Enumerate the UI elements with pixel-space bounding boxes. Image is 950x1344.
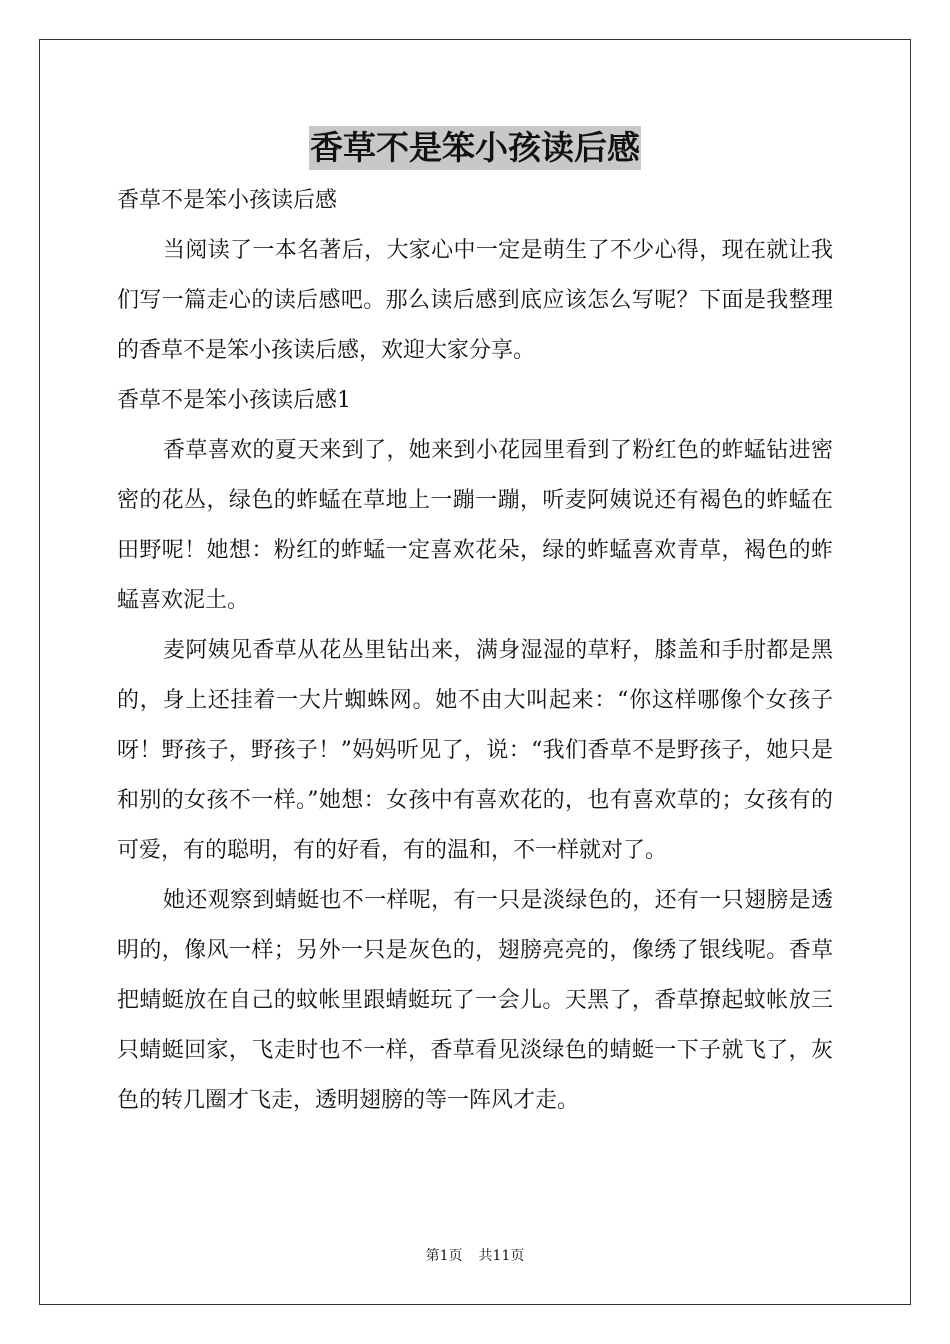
page-number-current: 第1页 <box>425 1248 463 1264</box>
body-paragraph-1: 香草喜欢的夏天来到了，她来到小花园里看到了粉红色的蚱蜢钻进密密的花丛，绿色的蚱蜢在草地上一蹦一蹦，听麦阿姨说还有褐色的蚱蜢在田野呢！她想：粉红的蚱蜢一定喜欢花朵，绿的蚱蜢喜欢青草，褐色的蚱蜢喜欢泥土。 <box>117 438 833 613</box>
body-paragraph-2: 麦阿姨见香草从花丛里钻出来，满身湿湿的草籽，膝盖和手肘都是黑的，身上还挂着一大片蜘蛛网。她不由大叫起来：“你这样哪像个女孩子呀！野孩子，野孩子！”妈妈听见了，说：“我们香草不是野孩子，她只是和别的女孩不一样。”她想：女孩中有喜欢花的，也有喜欢草的；女孩有的可爱，有的聪明，有的好看，有的温和，不一样就对了。 <box>117 638 833 863</box>
section-heading: 香草不是笨小孩读后感1 <box>117 388 351 413</box>
page-number-total: 共11页 <box>478 1248 525 1264</box>
intro-paragraph: 当阅读了一本名著后，大家心中一定是萌生了不少心得，现在就让我们写一篇走心的读后感吧。那么读后感到底应该怎么写呢？下面是我整理的香草不是笨小孩读后感，欢迎大家分享。 <box>117 238 833 363</box>
page-footer <box>0 1247 950 1265</box>
body-paragraph-3: 她还观察到蜻蜓也不一样呢，有一只是淡绿色的，还有一只翅膀是透明的，像风一样；另外一只是灰色的，翅膀亮亮的，像绣了银线呢。香草把蜻蜓放在自己的蚊帐里跟蜻蜓玩了一会儿。天黑了，香草撩起蚊帐放三只蜻蜓回家，飞走时也不一样，香草看见淡绿色的蜻蜓一下子就飞了，灰色的转几圈才飞走，透明翅膀的等一阵风才走。 <box>117 888 833 1113</box>
document-subtitle: 香草不是笨小孩读后感 <box>117 188 338 213</box>
document-body <box>117 176 833 1126</box>
document-title-wrapper <box>0 126 950 170</box>
document-title: 香草不是笨小孩读后感 <box>309 126 641 170</box>
